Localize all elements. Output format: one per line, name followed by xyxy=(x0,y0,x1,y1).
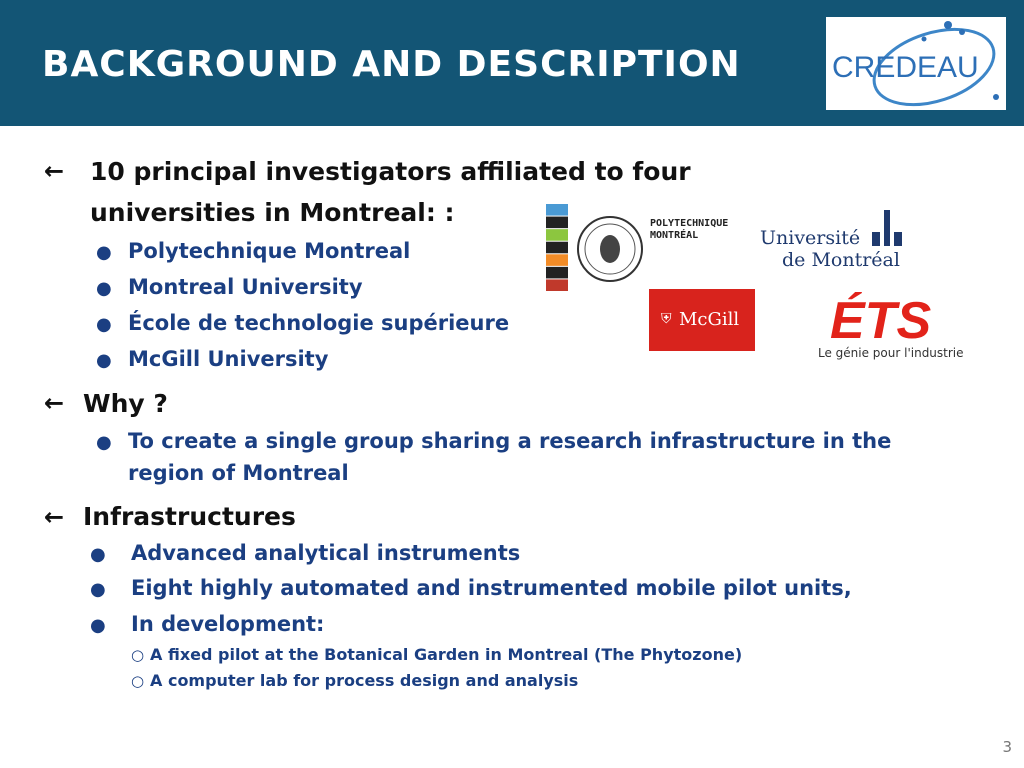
polytechnique-stripe xyxy=(546,217,568,229)
slide-title: BACKGROUND AND DESCRIPTION xyxy=(42,44,741,85)
credeau-logo-text: CREDEAU xyxy=(832,51,979,84)
universite-de-montreal-logo xyxy=(756,206,916,270)
infrastructures-heading: Infrastructures xyxy=(83,502,296,531)
mcgill-logo-text: McGill xyxy=(679,309,740,330)
page-number: 3 xyxy=(1002,738,1012,756)
polytechnique-line-1: POLYTECHNIQUE xyxy=(650,218,729,229)
polytechnique-stripe xyxy=(546,204,568,216)
ets-logo xyxy=(818,282,964,366)
udem-line-1: Université xyxy=(760,227,861,249)
bullet-arrow-icon: ← xyxy=(44,157,65,185)
development-item: A computer lab for process design and analysis xyxy=(150,671,579,690)
bullet-dot-icon: ● xyxy=(96,314,112,335)
infrastructure-item: Eight highly automated and instrumented mobile pilot units, xyxy=(131,576,852,600)
polytechnique-line-2: MONTRÉAL xyxy=(650,230,699,241)
university-item: Montreal University xyxy=(128,275,363,299)
bullet-dot-icon: ● xyxy=(96,278,112,299)
polytechnique-stripe xyxy=(546,229,568,241)
bullet-dot-icon: ● xyxy=(96,350,112,371)
university-item: McGill University xyxy=(128,347,329,371)
polytechnique-logo xyxy=(546,204,746,294)
sub-bullet-circle-icon: ○ xyxy=(131,672,145,690)
credeau-logo xyxy=(826,17,1006,110)
bullet-dot-icon: ● xyxy=(96,432,112,453)
polytechnique-stripe xyxy=(546,242,568,254)
university-item: Polytechnique Montreal xyxy=(128,239,411,263)
why-text-line-1: To create a single group sharing a research infrastructure in the xyxy=(128,429,892,453)
polytechnique-stripe xyxy=(546,267,568,279)
bullet-dot-icon: ● xyxy=(96,242,112,263)
infrastructure-item: In development: xyxy=(131,612,325,636)
mcgill-logo xyxy=(649,289,755,351)
shield-icon: ⛨ xyxy=(661,311,672,327)
ets-logo-text: ÉTS xyxy=(830,292,932,346)
ets-tagline: Le génie pour l'industrie xyxy=(818,346,964,360)
udem-line-2: de Montréal xyxy=(782,249,900,270)
why-heading: Why ? xyxy=(83,389,168,418)
slide-header xyxy=(0,0,1024,126)
sub-bullet-circle-icon: ○ xyxy=(131,646,145,664)
polytechnique-stripe xyxy=(546,279,568,291)
bullet-arrow-icon: ← xyxy=(44,503,65,531)
bullet-arrow-icon: ← xyxy=(44,389,65,417)
investigators-line-2: universities in Montreal: : xyxy=(90,198,455,227)
bullet-dot-icon: ● xyxy=(90,579,106,600)
investigators-line-1: 10 principal investigators affiliated to four xyxy=(90,157,691,186)
bullet-dot-icon: ● xyxy=(90,615,106,636)
polytechnique-stripe xyxy=(546,254,568,266)
infrastructure-item: Advanced analytical instruments xyxy=(131,541,521,565)
bullet-dot-icon: ● xyxy=(90,544,106,565)
university-item: École de technologie supérieure xyxy=(128,311,510,335)
development-item: A fixed pilot at the Botanical Garden in Montreal (The Phytozone) xyxy=(150,645,743,664)
why-text-line-2: region of Montreal xyxy=(128,461,349,485)
